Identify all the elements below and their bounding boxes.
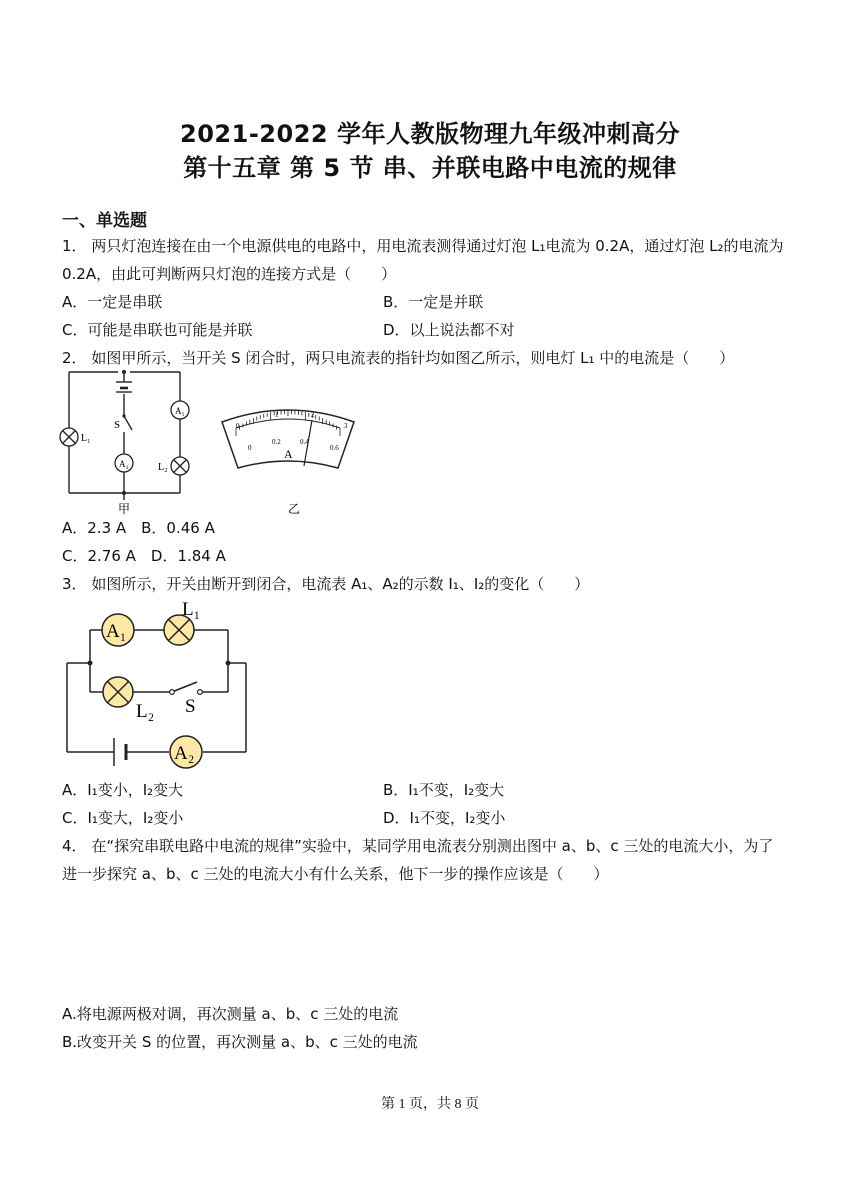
figure-ammeter-dial-yi xyxy=(218,400,358,518)
scale-bottom-0: 0 xyxy=(248,444,252,452)
section-heading: 一、单选题 xyxy=(62,211,147,231)
scale-bottom-3: 0.6 xyxy=(330,444,339,452)
question-2-number: 2． xyxy=(62,349,87,367)
switch-terminal xyxy=(198,690,203,695)
question-4-option-b[interactable]: B.改变开关 S 的位置，再次测量 a、b、c 三处的电流 xyxy=(62,1033,418,1051)
figure-circuit-q3 xyxy=(62,600,262,775)
page-footer: 第 1 页，共 8 页 xyxy=(381,1097,479,1112)
scale-bottom-2: 0.4 xyxy=(300,438,309,446)
question-2-stem-line1: 如图甲所示，当开关 S 闭合时，两只电流表的指针均如图乙所示，则电灯 L₁ 中的电流是（ ） xyxy=(91,349,735,367)
label-switch-s: S xyxy=(114,419,121,431)
switch-contact xyxy=(122,414,125,417)
label-a1: A₁ xyxy=(106,621,127,642)
question-1-option-c[interactable]: C．可能是串联也可能是并联 xyxy=(62,321,253,339)
question-4-stem xyxy=(62,836,773,856)
question-1-option-d[interactable]: D．以上说法都不对 xyxy=(383,321,515,339)
question-1-stem xyxy=(62,236,784,256)
question-1-stem-line1: 两只灯泡连接在由一个电源供电的电路中，用电流表测得通过灯泡 L₁电流为 0.2A，通过灯泡 L₂的电流为 xyxy=(91,237,784,255)
label-a2: A₂ xyxy=(119,459,129,469)
document-title-line2: 第十五章 第 5 节 串、并联电路中电流的规律 xyxy=(183,154,677,182)
document-title-line1: 2021-2022 学年人教版物理九年级冲刺高分 xyxy=(180,120,680,148)
question-2-stem xyxy=(62,348,734,368)
question-2-options-cd[interactable]: C．2.76 A D．1.84 A xyxy=(62,547,226,565)
question-1-number: 1． xyxy=(62,237,87,255)
question-1-stem-line2: 0.2A，由此可判断两只灯泡的连接方式是（ ） xyxy=(62,265,397,283)
label-l2: L₂ xyxy=(158,462,168,473)
question-1-option-b[interactable]: B．一定是并联 xyxy=(383,293,484,311)
question-4-stem-line1: 在“探究串联电路中电流的规律”实验中，某同学用电流表分别测出图中 a、b、c 三处的电流大小，为了 xyxy=(91,837,774,855)
scale-top-3: 3 xyxy=(344,422,348,430)
question-3-stem-line1: 如图所示，开关由断开到闭合，电流表 A₁、A₂的示数 I₁、I₂的变化（ ） xyxy=(91,575,590,593)
scale-top-0: 0 xyxy=(236,422,240,430)
switch-pivot xyxy=(170,690,175,695)
scale-top-1: 1 xyxy=(275,411,279,419)
question-3-option-b[interactable]: B．I₁不变，I₂变大 xyxy=(383,781,505,799)
question-3-stem xyxy=(62,574,589,594)
figure-caption-yi: 乙 xyxy=(288,502,301,516)
scale-bottom-1: 0.2 xyxy=(272,438,281,446)
question-4-stem-line2: 进一步探究 a、b、c 三处的电流大小有什么关系，他下一步的操作应该是（ ） xyxy=(62,865,609,883)
figure-circuit-jia xyxy=(60,368,200,518)
question-1-option-a[interactable]: A．一定是串联 xyxy=(62,293,163,311)
label-switch-s: S xyxy=(185,696,196,717)
label-l1: L₁ xyxy=(182,599,201,620)
label-l2: L₂ xyxy=(136,701,155,722)
lamp-l2-symbol xyxy=(103,677,133,707)
label-l1: L₁ xyxy=(81,433,91,444)
label-a1: A₁ xyxy=(175,406,185,416)
question-4-number: 4． xyxy=(62,837,87,855)
meter-unit-label: A xyxy=(284,447,293,461)
question-2-options-ab[interactable]: A．2.3 A B．0.46 A xyxy=(62,519,215,537)
lamp-l1-symbol xyxy=(60,428,78,446)
question-3-number: 3． xyxy=(62,575,87,593)
question-4-option-a[interactable]: A.将电源两极对调，再次测量 a、b、c 三处的电流 xyxy=(62,1005,399,1023)
question-3-option-d[interactable]: D．I₁不变，I₂变小 xyxy=(383,809,506,827)
lamp-l2-symbol xyxy=(171,457,189,475)
label-a2: A₂ xyxy=(174,743,195,764)
question-3-option-a[interactable]: A．I₁变小，I₂变大 xyxy=(62,781,184,799)
figure-caption-jia: 甲 xyxy=(118,502,131,516)
question-3-option-c[interactable]: C．I₁变大，I₂变小 xyxy=(62,809,184,827)
scale-top-2: 2 xyxy=(311,411,315,419)
